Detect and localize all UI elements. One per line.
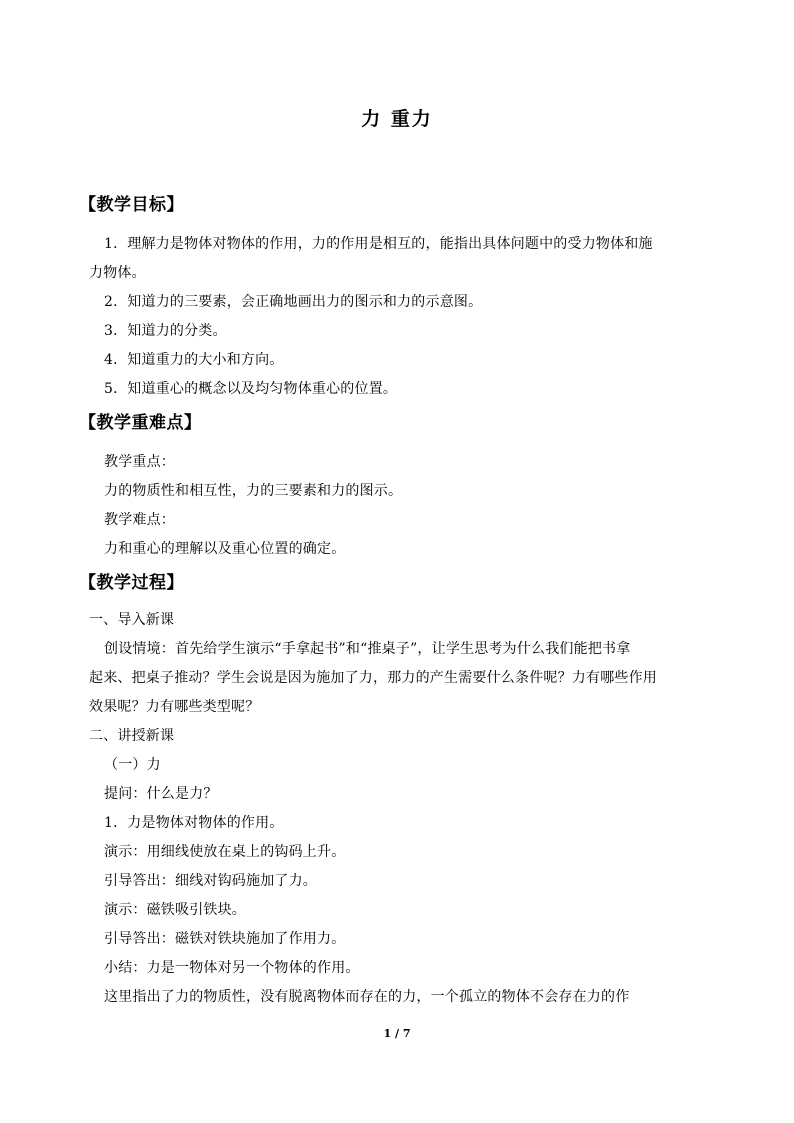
- process-line: 引导答出：细线对钩码施加了力。: [104, 873, 317, 889]
- process-line: 提问：什么是力？: [104, 786, 218, 802]
- objective-item: 1．理解力是物体对物体的作用，力的作用是相互的，能指出具体问题中的受力物体和施: [104, 236, 653, 252]
- process-line: 演示：用细线使放在桌上的钩码上升。: [104, 844, 346, 860]
- section-heading-objectives: 【教学目标】: [79, 195, 184, 215]
- process-line: 小结：力是一物体对另一个物体的作用。: [104, 960, 360, 976]
- process-subsection-label: （一）力: [104, 757, 161, 773]
- objective-item-continuation: 力物体。: [89, 265, 146, 281]
- objective-item: 3．知道力的分类。: [104, 323, 227, 339]
- objective-item: 2．知道力的三要素，会正确地画出力的图示和力的示意图。: [104, 294, 483, 310]
- difficulty-label: 教学难点：: [104, 512, 175, 528]
- section-heading-process: 【教学过程】: [79, 573, 184, 593]
- process-paragraph-line: 创设情境：首先给学生演示“手拿起书”和“推桌子”，让学生思考为什么我们能把书拿: [104, 641, 631, 657]
- difficulty-text: 力和重心的理解以及重心位置的确定。: [104, 541, 346, 557]
- process-line: 1．力是物体对物体的作用。: [104, 815, 284, 831]
- keypoint-label: 教学重点：: [104, 454, 175, 470]
- process-line: 这里指出了力的物质性，没有脱离物体而存在的力，一个孤立的物体不会存在力的作: [104, 989, 630, 1005]
- process-paragraph-line: 效果呢？力有哪些类型呢？: [89, 699, 260, 715]
- process-line: 引导答出：磁铁对铁块施加了作用力。: [104, 931, 346, 947]
- objective-item: 5．知道重心的概念以及均匀物体重心的位置。: [104, 381, 398, 397]
- page-number: 1 / 7: [383, 1027, 411, 1040]
- objective-item: 4．知道重力的大小和方向。: [104, 352, 284, 368]
- document-title: 力 重力: [361, 108, 433, 130]
- section-heading-keypoints: 【教学重难点】: [79, 413, 202, 433]
- process-paragraph-line: 起来、把桌子推动？学生会说是因为施加了力，那力的产生需要什么条件呢？力有哪些作用: [89, 670, 657, 686]
- keypoint-text: 力的物质性和相互性，力的三要素和力的图示。: [104, 483, 403, 499]
- process-subheading: 二、讲授新课: [89, 728, 175, 744]
- process-subheading: 一、导入新课: [89, 612, 175, 628]
- process-line: 演示：磁铁吸引铁块。: [104, 902, 246, 918]
